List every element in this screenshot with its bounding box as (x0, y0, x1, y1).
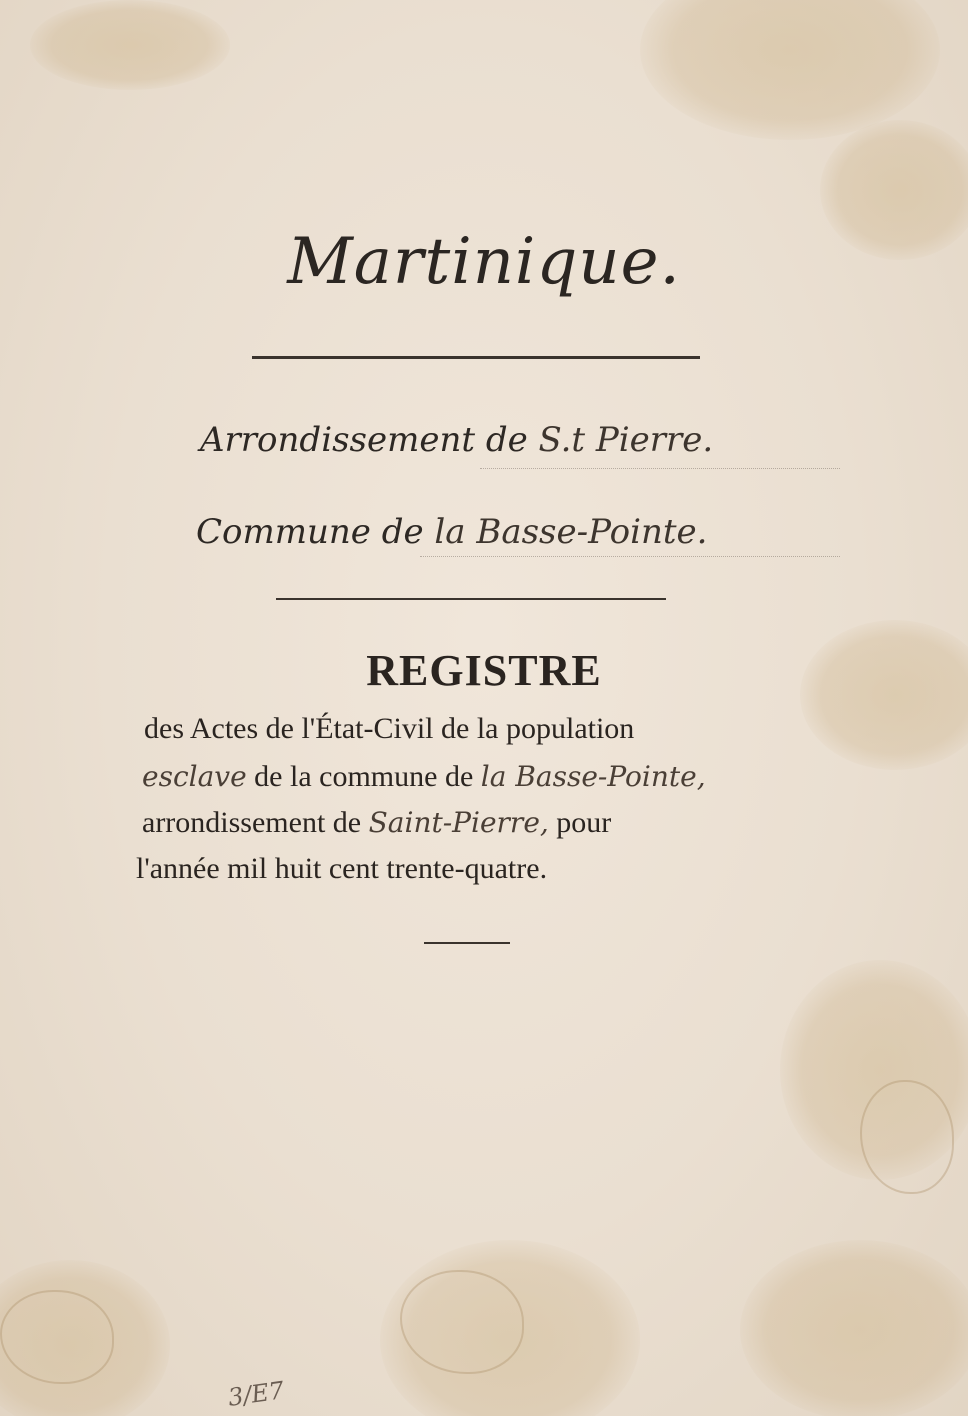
water-stain (30, 0, 230, 90)
water-stain (0, 1260, 170, 1416)
water-stain (740, 1240, 968, 1416)
commune-prefix: Commune de (196, 512, 424, 552)
register-heading: REGISTRE (366, 646, 602, 695)
arrondissement-fill: Saint-Pierre, (368, 806, 549, 839)
arrondissement-line (200, 420, 713, 460)
water-stain (640, 0, 940, 140)
fill-in-line (480, 468, 840, 469)
closing-divider (424, 942, 510, 944)
paragraph-line-4: l'année mil huit cent trente-quatre. (136, 852, 548, 885)
page-title: Martinique. (287, 225, 681, 299)
water-stain-outline (0, 1290, 114, 1384)
status-fill: esclave (142, 760, 247, 793)
water-stain-outline (860, 1080, 954, 1194)
commune-value: la Basse-Pointe. (434, 512, 708, 552)
paragraph-line-2 (142, 760, 706, 794)
commune-fill: la Basse-Pointe, (480, 760, 706, 793)
title-divider (252, 356, 700, 359)
arrondissement-value: S.t Pierre. (538, 420, 714, 460)
arrondissement-label: arrondissement de (142, 806, 362, 839)
section-divider (276, 598, 666, 600)
water-stain-outline (400, 1270, 524, 1374)
water-stain (380, 1240, 640, 1416)
commune-label: de la commune de (254, 760, 474, 793)
archive-reference-mark: 3/E7 (226, 1376, 286, 1412)
pour-text: pour (556, 806, 612, 839)
arrondissement-prefix: Arrondissement de (200, 420, 528, 460)
paragraph-line-1: des Actes de l'État-Civil de la population (144, 712, 635, 745)
paragraph-line-3 (142, 806, 611, 840)
fill-in-line (420, 556, 840, 557)
commune-line (196, 512, 707, 552)
water-stain (780, 960, 968, 1180)
